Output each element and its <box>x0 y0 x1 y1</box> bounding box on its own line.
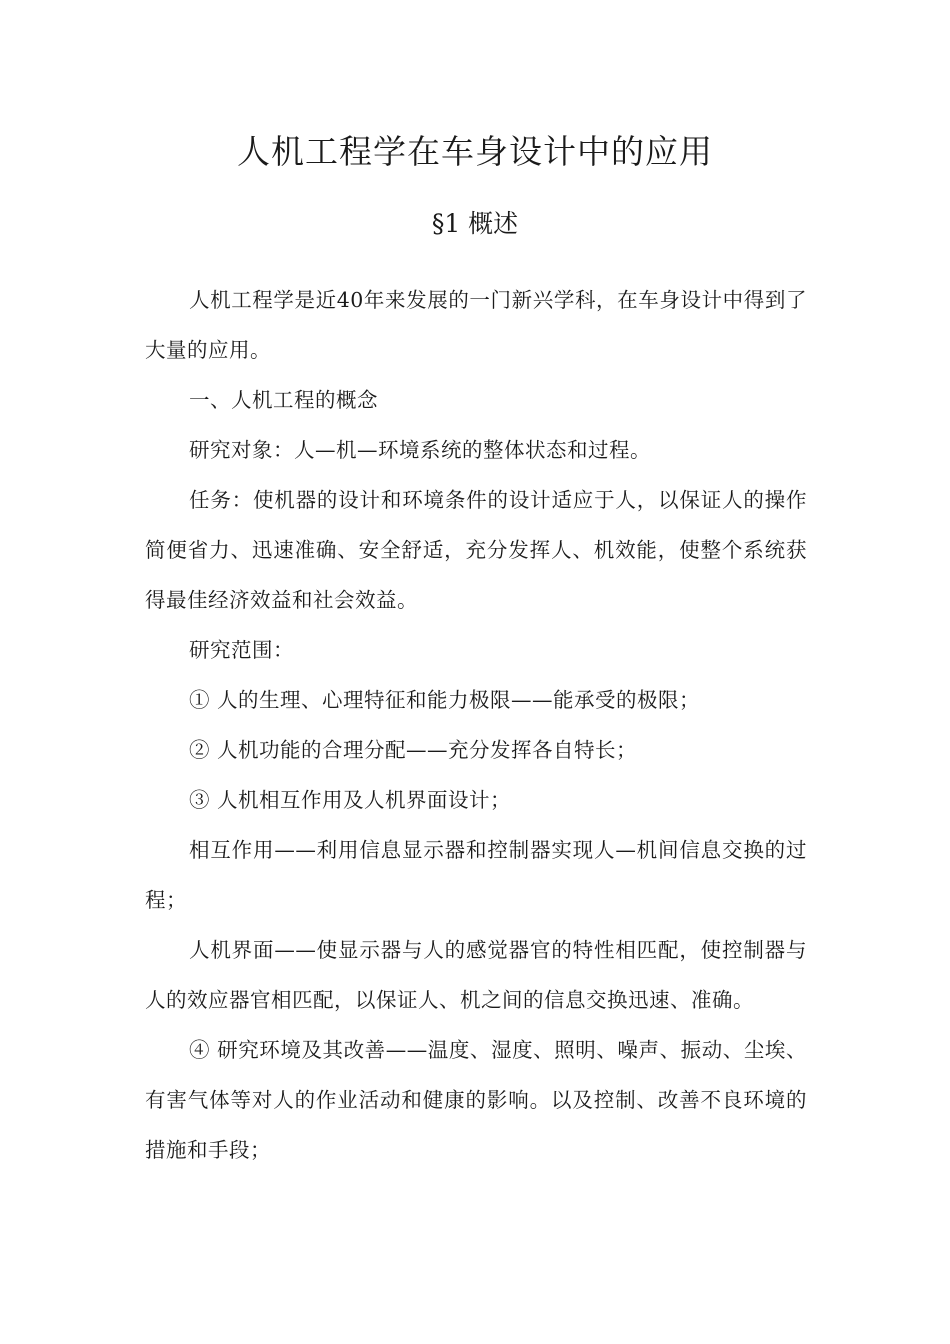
paragraph-research-scope: 研究范围： <box>189 638 294 662</box>
paragraph-scope-item-4: ④ 研究环境及其改善——温度、湿度、照明、噪声、振动、尘埃、有害气体等对人的作业活动和健康的影响。以及控制、改善不良环境的措施和手段； <box>145 1038 807 1162</box>
paragraph-heading-concept: 一、人机工程的概念 <box>189 388 378 412</box>
paragraph-task: 任务：使机器的设计和环境条件的设计适应于人，以保证人的操作简便省力、迅速准确、安全舒适，充分发挥人、机效能，使整个系统获得最佳经济效益和社会效益。 <box>145 488 807 612</box>
paragraph-interface: 人机界面——使显示器与人的感觉器官的特性相匹配，使控制器与人的效应器官相匹配，以保证人、机之间的信息交换迅速、准确。 <box>145 938 807 1012</box>
paragraph-research-object: 研究对象：人—机—环境系统的整体状态和过程。 <box>189 438 651 462</box>
paragraph-interaction: 相互作用——利用信息显示器和控制器实现人—机间信息交换的过程； <box>145 838 807 912</box>
paragraph-intro: 人机工程学是近40年来发展的一门新兴学科，在车身设计中得到了大量的应用。 <box>145 288 807 362</box>
document-body <box>145 275 807 1175</box>
paragraph-scope-item-1: ① 人的生理、心理特征和能力极限——能承受的极限； <box>189 688 701 712</box>
paragraph-scope-item-3: ③ 人机相互作用及人机界面设计； <box>189 788 512 812</box>
document-title: 人机工程学在车身设计中的应用 <box>237 132 713 171</box>
section-heading: §1 概述 <box>431 209 519 238</box>
paragraph-scope-item-2: ② 人机功能的合理分配——充分发挥各自特长； <box>189 738 638 762</box>
